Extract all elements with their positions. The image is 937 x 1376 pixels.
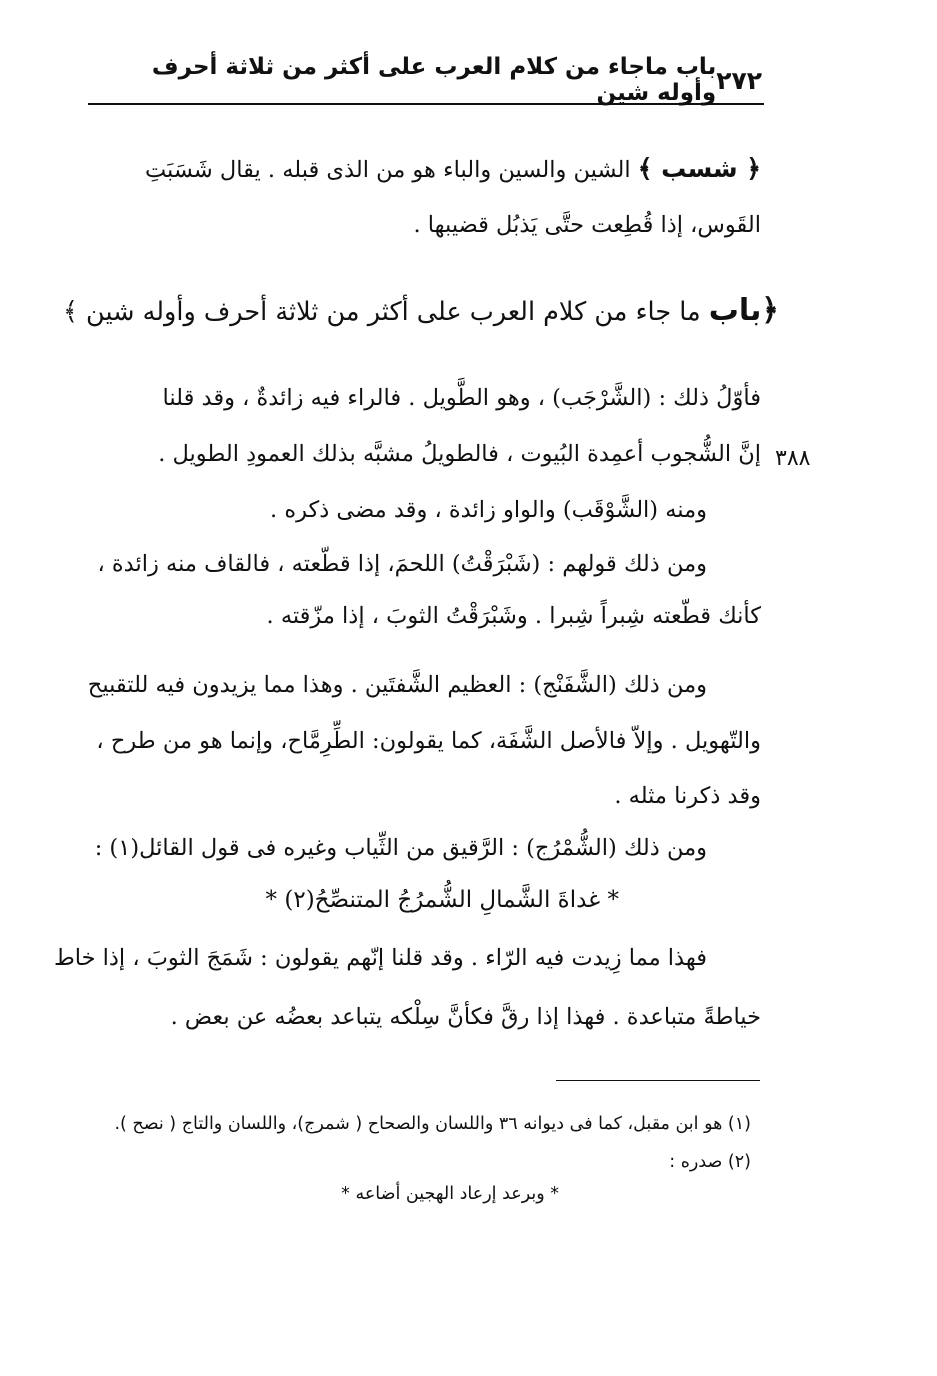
body-line-1: فأوّلُ ذلك : (الشَّرْجَب) ، وهو الطَّويل . فالراء فيه زائدةٌ ، وقد قلنا (162, 385, 761, 411)
body-line-6: ومن ذلك (الشَّفَنْج) : العظيم الشَّفتَين . وهذا مما يزيدون فيه للتقبيح (87, 672, 707, 698)
body-line-2: إنَّ الشُّجوب أعمِدة البُيوت ، فالطويلُ مشبَّه بذلك العمودِ الطويل . (158, 441, 761, 467)
chapter-heading-title: ما جاء من كلام العرب على أكثر من ثلاثة أحرف وأوله شين ﴾ (62, 297, 701, 327)
header-rule (88, 103, 764, 105)
chapter-heading (63, 293, 779, 328)
body-line-4: ومن ذلك قولهم : (شَبْرَقْتُ) اللحمَ، إذا قطّعته ، فالقاف منه زائدة ، (97, 551, 707, 577)
page-number: ٢٧٢ (716, 65, 762, 95)
entry-key-shasab: ﴿ شسب ﴾ (637, 154, 761, 183)
body-line-3: ومنه (الشَّوْقَب) والواو زائدة ، وقد مضى ذكره . (270, 497, 707, 523)
body-line-7: والتّهويل . وإلاّ فالأصل الشَّفَة، كما يقولون: الطِّرِمَّاح، وإنما هو من طرح ، (96, 728, 761, 754)
chapter-heading-bab: ﴿باب (708, 293, 779, 328)
verse-line: * غداةَ الشَّمالِ الشُّمرُجُ المتنصِّحُ(٢) * (265, 887, 619, 913)
running-header (90, 54, 762, 106)
entry-shasab-line-2: القَوس، إذا قُطِعت حتَّى يَذبُل قضيبها . (413, 212, 761, 238)
footnote-2: (٢) صدره : (669, 1152, 751, 1172)
footnote-rule (556, 1080, 760, 1081)
entry-shasab-line-1 (145, 154, 761, 184)
body-line-8: وقد ذكرنا مثله . (614, 783, 761, 809)
body-line-9: ومن ذلك (الشُّمْرُج) : الرَّقيق من الثِّياب وغيره فى قول القائل(١) : (94, 835, 707, 861)
footnote-1: (١) هو ابن مقبل، كما فى ديوانه ٣٦ واللسان والصحاح ( شمرج)، واللسان والتاج ( نصح ). (114, 1114, 751, 1134)
running-header-title: باب ماجاء من كلام العرب على أكثر من ثلاثة أحرف وأوله شين (151, 54, 717, 106)
closing-line-2: خياطةً متباعدة . فهذا إذا رقَّ فكأنَّ سِلْكه يتباعد بعضُه عن بعض . (170, 1004, 761, 1030)
body-line-5: كأنك قطّعته شِبراً شِبرا . وشَبْرَقْتُ الثوبَ ، إذا مزّقته . (266, 603, 761, 629)
entry-shasab-text-1: الشين والسين والباء هو من الذى قبله . يقال شَسَبَتِ (144, 157, 631, 183)
closing-line-1: فهذا مما زِيدت فيه الرّاء . وقد قلنا إنّهم يقولون : شَمَجَ الثوبَ ، إذا خاط (53, 945, 707, 971)
margin-number: ٣٨٨ (775, 446, 811, 471)
footnote-verse: * وبرعد إرعاد الهجين أضاعه * (341, 1184, 559, 1204)
